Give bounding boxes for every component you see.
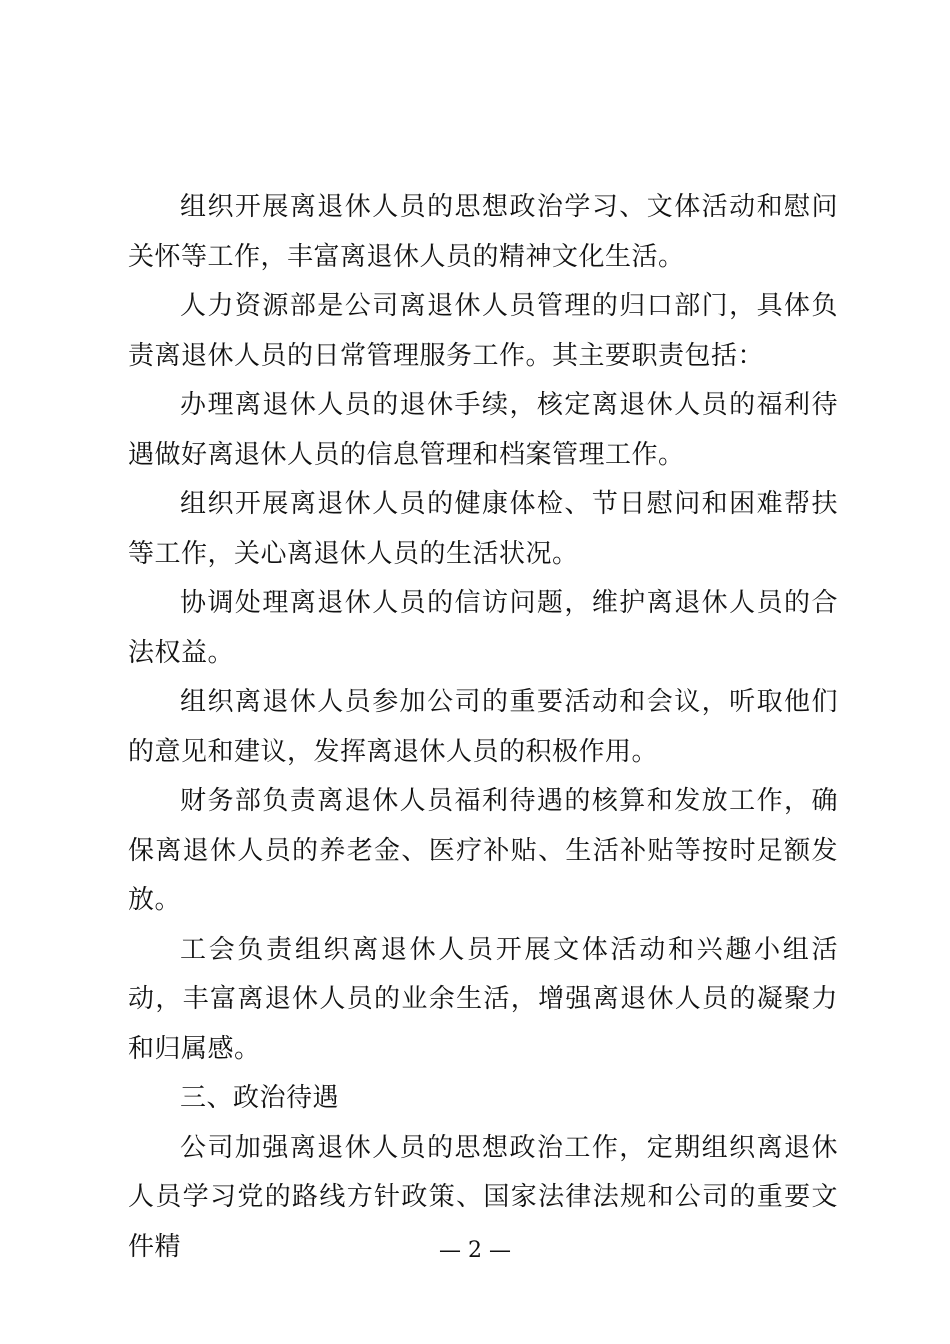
- closing-paragraph: 公司加强离退休人员的思想政治工作，定期组织离退休人员学习党的路线方针政策、国家法律法规和公司的重要文件精: [128, 1132, 838, 1262]
- document-body: [128, 183, 838, 1272]
- paragraph-4: 组织开展离退休人员的健康体检、节日慰问和困难帮扶等工作，关心离退休人员的生活状况。: [128, 489, 838, 569]
- paragraph-1: 组织开展离退休人员的思想政治学习、文体活动和慰问关怀等工作，丰富离退休人员的精神文化生活。: [128, 192, 838, 272]
- page-number: — 2 —: [439, 1238, 511, 1263]
- paragraph-5: 协调处理离退休人员的信访问题，维护离退休人员的合法权益。: [128, 588, 838, 668]
- paragraph-3: 办理离退休人员的退休手续，核定离退休人员的福利待遇做好离退休人员的信息管理和档案管理工作。: [128, 390, 838, 470]
- paragraph-2: 人力资源部是公司离退休人员管理的归口部门，具体负责离退休人员的日常管理服务工作。其主要职责包括：: [128, 291, 838, 371]
- paragraph-7: 财务部负责离退休人员福利待遇的核算和发放工作，确保离退休人员的养老金、医疗补贴、生活补贴等按时足额发放。: [128, 786, 838, 915]
- section-heading: 三、政治待遇: [180, 1083, 340, 1113]
- paragraph-8: 工会负责组织离退休人员开展文体活动和兴趣小组活动，丰富离退休人员的业余生活，增强离退休人员的凝聚力和归属感。: [128, 934, 838, 1064]
- paragraph-6: 组织离退休人员参加公司的重要活动和会议，听取他们的意见和建议，发挥离退休人员的积极作用。: [128, 687, 838, 767]
